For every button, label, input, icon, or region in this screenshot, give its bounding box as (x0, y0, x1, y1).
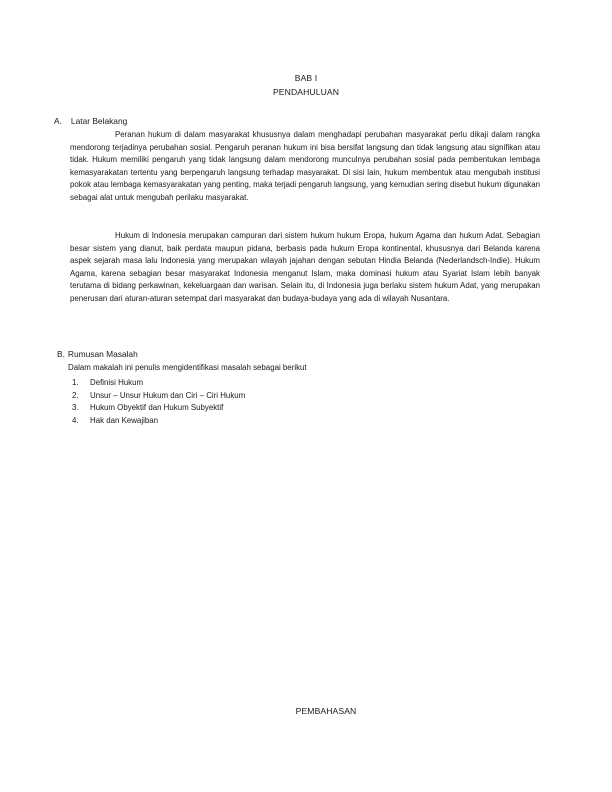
list-text: Hukum Obyektif dan Hukum Subyektif (90, 403, 224, 413)
section-a-title: Latar Belakang (70, 116, 128, 126)
section-b-heading (57, 349, 138, 359)
background-paragraph-2: Hukum di Indonesia merupakan campuran dari sistem hukum hukum Eropa, hukum Agama dan hukum Adat. Sebagian besar sistem yang dianut, baik perdata maupun pidana, berbasis pada hukum Eropa kontinental, khususnya dari Belanda karena aspek sejarah masa lalu Indonesia yang merupakan wilayah jajahan dengan sebutan Hindia Belanda (Nederlandsch-Indie). Hukum Agama, karena sebagian besar masyarakat Indonesia menganut Islam, maka dominasi hukum atau Syariat Islam lebih banyak terutama di bidang perkawinan, kekeluargaan dan warisan. Selain itu, di Indonesia juga berlaku sistem hukum Adat, yang merupakan penerusan dari aturan-aturan setempat dari masyarakat dan budaya-budaya yang ada di wilayah Nusantara. (70, 231, 540, 303)
list-number: 3. (72, 403, 79, 413)
list-item (68, 415, 245, 428)
list-text: Definisi Hukum (90, 378, 144, 387)
section-a-heading (54, 116, 127, 126)
next-chapter-heading: PEMBAHASAN (295, 706, 357, 716)
problem-intro: Dalam makalah ini penulis mengidentifikasi masalah sebagai berikut (68, 363, 307, 372)
list-item (68, 402, 245, 415)
section-a-marker: A. (54, 116, 62, 126)
list-text: Hak dan Kewajiban (90, 415, 158, 425)
list-item (68, 390, 245, 403)
section-b-title: Rumusan Masalah (67, 349, 138, 359)
list-item (68, 377, 245, 390)
chapter-title: PENDAHULUAN (272, 87, 340, 97)
background-paragraph-1: Peranan hukum di dalam masyarakat khususnya dalam menghadapi perubahan masyarakat perlu dikaji dalam rangka mendorong terjadinya perubahan sosial. Pengaruh peranan hukum ini bisa bersifat langsung dan tidak langsung atau signifikan atau tidak. Hukum memiliki pengaruh yang tidak langsung dalam mendorong munculnya perubahan sosial pada pembentukan lembaga kemasyarakatan tertentu yang berpengaruh langsung terhadap masyarakat. Di sisi lain, hukum membentuk atau mengubah institusi pokok atau lembaga kemasyarakatan yang penting, maka terjadi pengaruh langsung, yang kemudian sering disebut hukum digunakan sebagai alat untuk mengubah perilaku masyarakat. (70, 130, 540, 202)
list-number: 1. (72, 378, 79, 387)
section-b-marker: B. (57, 349, 65, 359)
chapter-label: BAB I (294, 73, 318, 83)
problem-list (68, 377, 245, 427)
list-number: 4. (72, 415, 79, 425)
list-number: 2. (72, 390, 79, 400)
list-text: Unsur – Unsur Hukum dan Ciri – Ciri Hukum (90, 390, 246, 400)
